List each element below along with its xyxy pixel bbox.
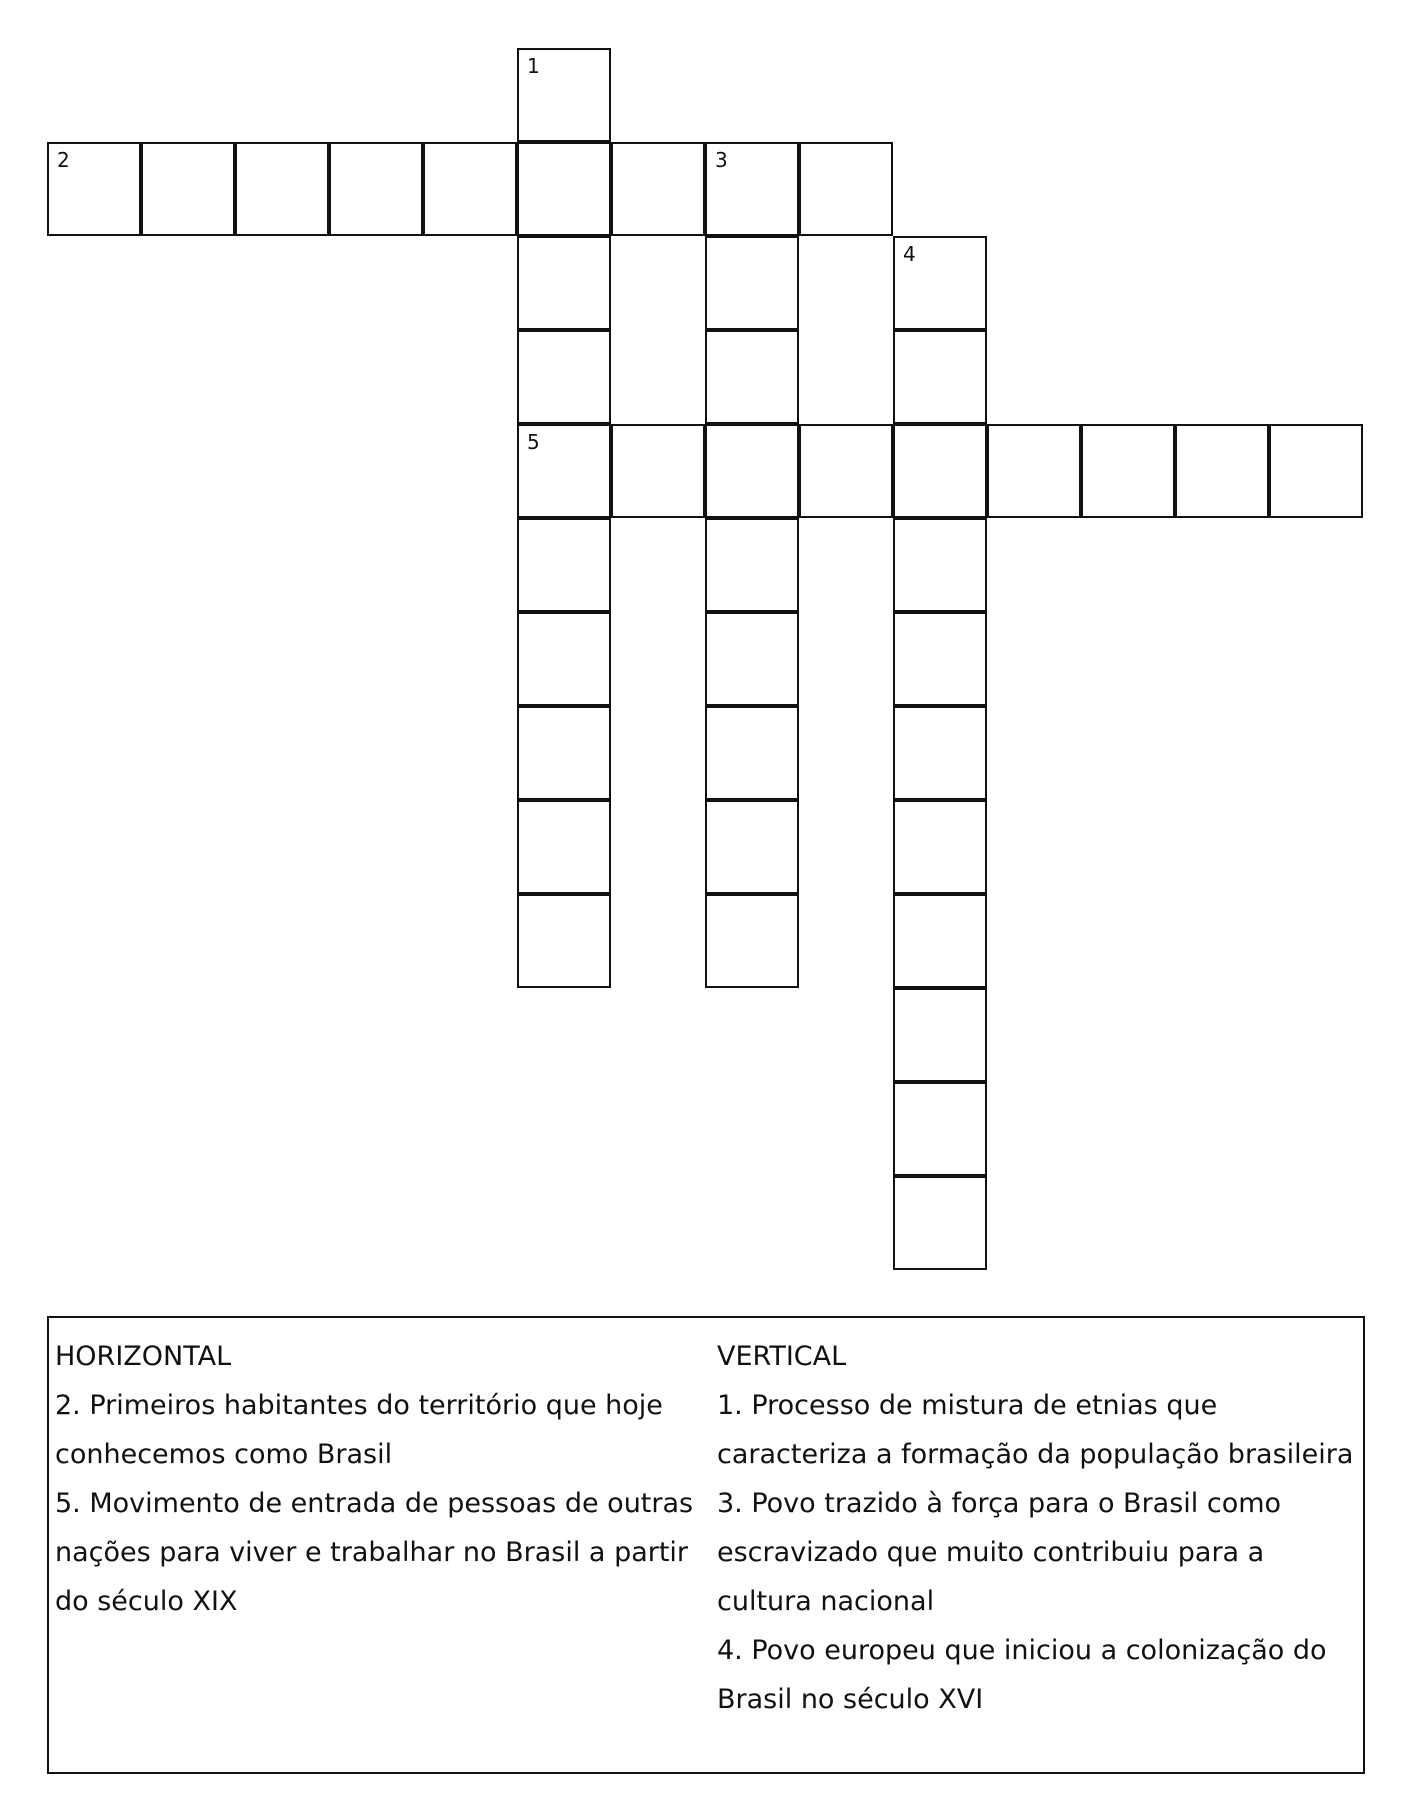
crossword-cell[interactable]: [517, 424, 611, 518]
crossword-cell[interactable]: [517, 800, 611, 894]
crossword-cell[interactable]: [235, 142, 329, 236]
crossword-cell[interactable]: [893, 988, 987, 1082]
crossword-cell[interactable]: [893, 236, 987, 330]
crossword-cell[interactable]: [611, 424, 705, 518]
clues-box: [47, 1316, 1365, 1774]
clue-number: 5: [527, 430, 540, 454]
clue-number: 2: [57, 148, 70, 172]
crossword-cell[interactable]: [705, 706, 799, 800]
clue-4-down: 4. Povo europeu que iniciou a colonização do Brasil no século XVI: [717, 1635, 1327, 1715]
crossword-cell[interactable]: [705, 330, 799, 424]
crossword-cell[interactable]: [517, 48, 611, 142]
clue-number: 3: [715, 148, 728, 172]
crossword-cell[interactable]: [1175, 424, 1269, 518]
crossword-cell[interactable]: [893, 800, 987, 894]
crossword-cell[interactable]: [705, 800, 799, 894]
crossword-cell[interactable]: [47, 142, 141, 236]
crossword-cell[interactable]: [517, 330, 611, 424]
clues-horizontal-heading: HORIZONTAL: [55, 1341, 232, 1372]
crossword-cell[interactable]: [987, 424, 1081, 518]
crossword-cell[interactable]: [705, 518, 799, 612]
crossword-cell[interactable]: [611, 142, 705, 236]
crossword-cell[interactable]: [517, 612, 611, 706]
crossword-cell[interactable]: [893, 612, 987, 706]
crossword-cell[interactable]: [705, 142, 799, 236]
crossword-cell[interactable]: [893, 424, 987, 518]
clue-5-across: 5. Movimento de entrada de pessoas de outras nações para viver e trabalhar no Brasil a partir do século XIX: [55, 1488, 694, 1617]
crossword-cell[interactable]: [141, 142, 235, 236]
crossword-cell[interactable]: [705, 236, 799, 330]
crossword-cell[interactable]: [329, 142, 423, 236]
crossword-cell[interactable]: [1081, 424, 1175, 518]
crossword-cell[interactable]: [517, 894, 611, 988]
crossword-cell[interactable]: [517, 706, 611, 800]
crossword-cell[interactable]: [517, 142, 611, 236]
crossword-cell[interactable]: [705, 612, 799, 706]
crossword-cell[interactable]: [893, 706, 987, 800]
crossword-cell[interactable]: [799, 142, 893, 236]
crossword-cell[interactable]: [705, 424, 799, 518]
crossword-cell[interactable]: [893, 1082, 987, 1176]
crossword-cell[interactable]: [423, 142, 517, 236]
clues-horizontal: [55, 1332, 705, 1626]
crossword-cell[interactable]: [799, 424, 893, 518]
crossword-cell[interactable]: [893, 894, 987, 988]
clue-number: 1: [527, 54, 540, 78]
crossword-cell[interactable]: [517, 518, 611, 612]
clues-vertical-heading: VERTICAL: [717, 1341, 847, 1372]
crossword-cell[interactable]: [705, 894, 799, 988]
crossword-cell[interactable]: [517, 236, 611, 330]
crossword-cell[interactable]: [893, 330, 987, 424]
clue-1-down: 1. Processo de mistura de etnias que caracteriza a formação da população brasileira: [717, 1390, 1354, 1470]
crossword-cell[interactable]: [893, 1176, 987, 1270]
clues-vertical: [717, 1332, 1357, 1724]
clue-3-down: 3. Povo trazido à força para o Brasil como escravizado que muito contribuiu para a cultura nacional: [717, 1488, 1282, 1617]
crossword-cell[interactable]: [1269, 424, 1363, 518]
clue-2-across: 2. Primeiros habitantes do território que hoje conhecemos como Brasil: [55, 1390, 663, 1470]
clue-number: 4: [903, 242, 916, 266]
crossword-cell[interactable]: [893, 518, 987, 612]
